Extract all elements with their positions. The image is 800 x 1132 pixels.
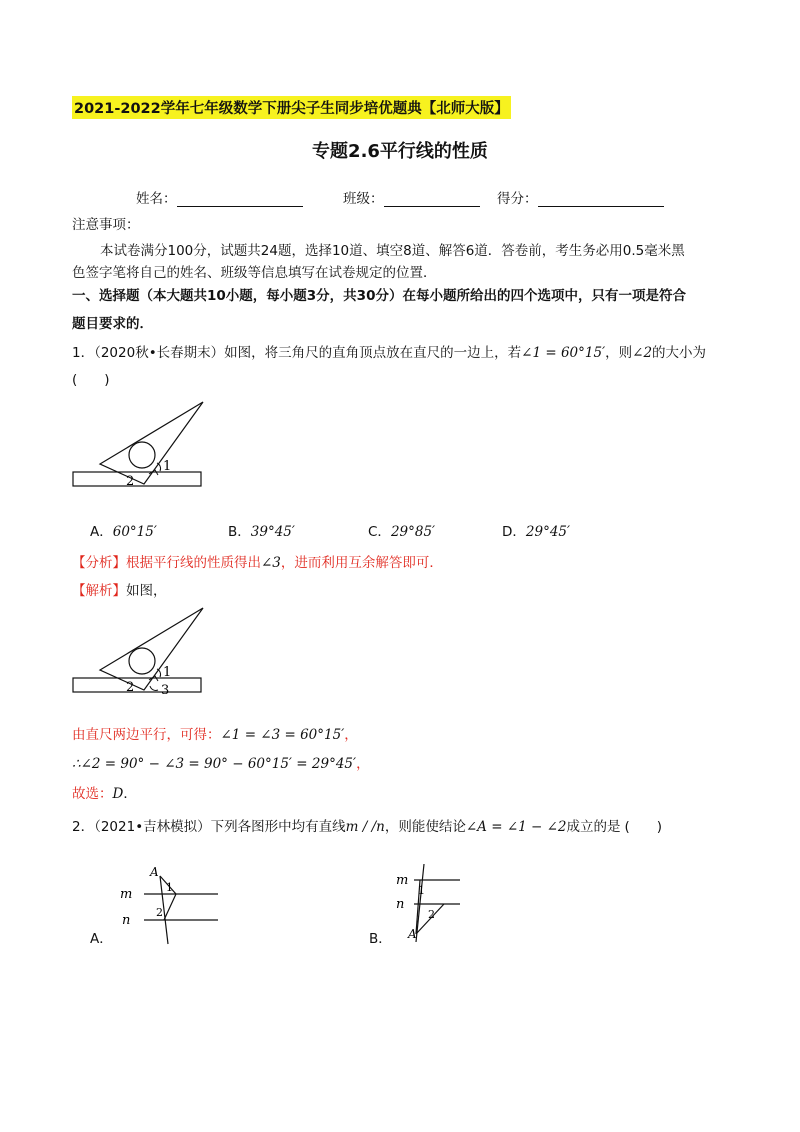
q2-stem-a: 2．（2021•吉林模拟）下列各图形中均有直线 <box>72 819 346 835</box>
option-d[interactable] <box>502 520 570 540</box>
q1-stem-c: 的大小为 <box>652 345 707 361</box>
angle1-label: 1 <box>163 665 172 680</box>
notice-line1: 本试卷满分100分，试题共24题，选择10道、填空8道、解答6道．答卷前，考生务必用0.5毫米黑 <box>100 243 685 259</box>
step1-end: ， <box>344 727 358 743</box>
notice-line2: 色签字笔将自己的姓名、班级等信息填写在试卷规定的位置． <box>72 265 437 281</box>
option-a[interactable] <box>90 520 157 540</box>
option-c[interactable] <box>368 520 435 540</box>
q2-stem <box>72 816 662 838</box>
q1-stem-b: ，则 <box>605 345 633 361</box>
notice-heading: 注意事项： <box>72 217 140 233</box>
angle3-label: 3 <box>161 683 170 696</box>
section1-line2: 题目要求的． <box>72 316 153 332</box>
q1-solution-figure <box>70 604 210 696</box>
q2-stem-c: 成立的是 <box>566 819 621 835</box>
step2-math: ∴∠2 = 90° − ∠3 = 90° − 60°15′ = 29°45′ <box>72 756 357 772</box>
option-c-letter: C． <box>368 524 391 540</box>
q1-paren: ( ) <box>72 372 110 388</box>
side-m-n <box>164 894 176 920</box>
score-label: 得分： <box>497 191 538 207</box>
page-title: 专题2.6平行线的性质 <box>312 141 488 162</box>
analysis-text-a: 根据平行线的性质得出 <box>126 555 261 571</box>
score-blank <box>538 192 664 207</box>
option-b-value: 39°45′ <box>250 524 295 540</box>
q1-angle2: ∠2 <box>632 345 653 361</box>
label-m: m <box>120 887 133 902</box>
angle1-label: 1 <box>163 459 172 474</box>
name-blank <box>177 192 303 207</box>
class-blank <box>384 192 480 207</box>
option-b-letter: B． <box>228 524 251 540</box>
label-2: 2 <box>156 906 163 919</box>
answer-end: ． <box>123 786 137 802</box>
angle2-label: 2 <box>126 474 135 489</box>
q2-parallel: m / /n <box>345 819 385 835</box>
label-n: n <box>396 897 405 912</box>
answer-math: D <box>112 786 124 802</box>
triangle-hole <box>129 442 155 468</box>
q1-figure <box>70 398 210 490</box>
step1-math: ∠1 = ∠3 = 60°15′ <box>220 727 345 743</box>
step2-end: ， <box>356 756 370 772</box>
score-field <box>497 187 664 207</box>
label-1: 1 <box>166 881 173 894</box>
angle3-arc <box>150 686 158 690</box>
q2-figure-a <box>110 862 220 948</box>
q2-option-b[interactable]: B． <box>369 931 392 947</box>
label-1: 1 <box>418 884 425 897</box>
q2-paren: ( ) <box>624 819 663 835</box>
name-label: 姓名： <box>136 191 177 207</box>
q1-stem-a: 1．（2020秋•长春期末）如图，将三角尺的直角顶点放在直尺的一边上，若 <box>72 345 522 361</box>
name-field <box>136 187 303 207</box>
angle2-label: 2 <box>126 680 135 695</box>
q2-stem-b: ，则能使结论 <box>384 819 466 835</box>
step1-text: 由直尺两边平行，可得： <box>72 727 221 743</box>
answer-text: 故选： <box>72 786 113 802</box>
ruler-shape <box>73 678 201 692</box>
solution-line <box>72 580 167 602</box>
analysis-line <box>72 552 443 574</box>
step2-line <box>72 753 370 775</box>
q2-figure-b <box>392 862 472 948</box>
option-b[interactable] <box>228 520 295 540</box>
q1-stem <box>72 342 706 364</box>
triangle-hole <box>129 648 155 674</box>
solution-tag: 【解析】 <box>72 583 126 599</box>
q2-option-a[interactable]: A． <box>90 931 113 947</box>
option-c-value: 29°85′ <box>390 524 436 540</box>
label-n: n <box>122 913 131 928</box>
section1-line1: 一、选择题（本大题共10小题，每小题3分，共30分）在每小题所给出的四个选项中，只有一项是符合 <box>72 288 686 304</box>
option-a-letter: A． <box>90 524 113 540</box>
option-d-letter: D． <box>502 524 526 540</box>
label-2: 2 <box>428 908 435 921</box>
label-m: m <box>396 873 409 888</box>
class-field <box>343 187 480 207</box>
q1-angle1-value: ∠1 = 60°15′ <box>521 345 606 361</box>
answer-line <box>72 783 137 805</box>
analysis-angle3: ∠3 <box>261 555 281 571</box>
header-band: 2021-2022学年七年级数学下册尖子生同步培优题典【北师大版】 <box>72 96 511 119</box>
option-a-value: 60°15′ <box>112 524 157 540</box>
class-label: 班级： <box>343 191 384 207</box>
analysis-tag: 【分析】 <box>72 555 126 571</box>
option-d-value: 29°45′ <box>525 524 571 540</box>
label-a: A <box>408 927 417 941</box>
ruler-shape <box>73 472 201 486</box>
step1-line <box>72 724 358 746</box>
q2-conclusion: ∠A = ∠1 − ∠2 <box>465 819 567 835</box>
label-a: A <box>150 865 159 879</box>
analysis-text-b: ，进而利用互余解答即可． <box>280 555 443 571</box>
solution-text: 如图， <box>126 583 167 599</box>
